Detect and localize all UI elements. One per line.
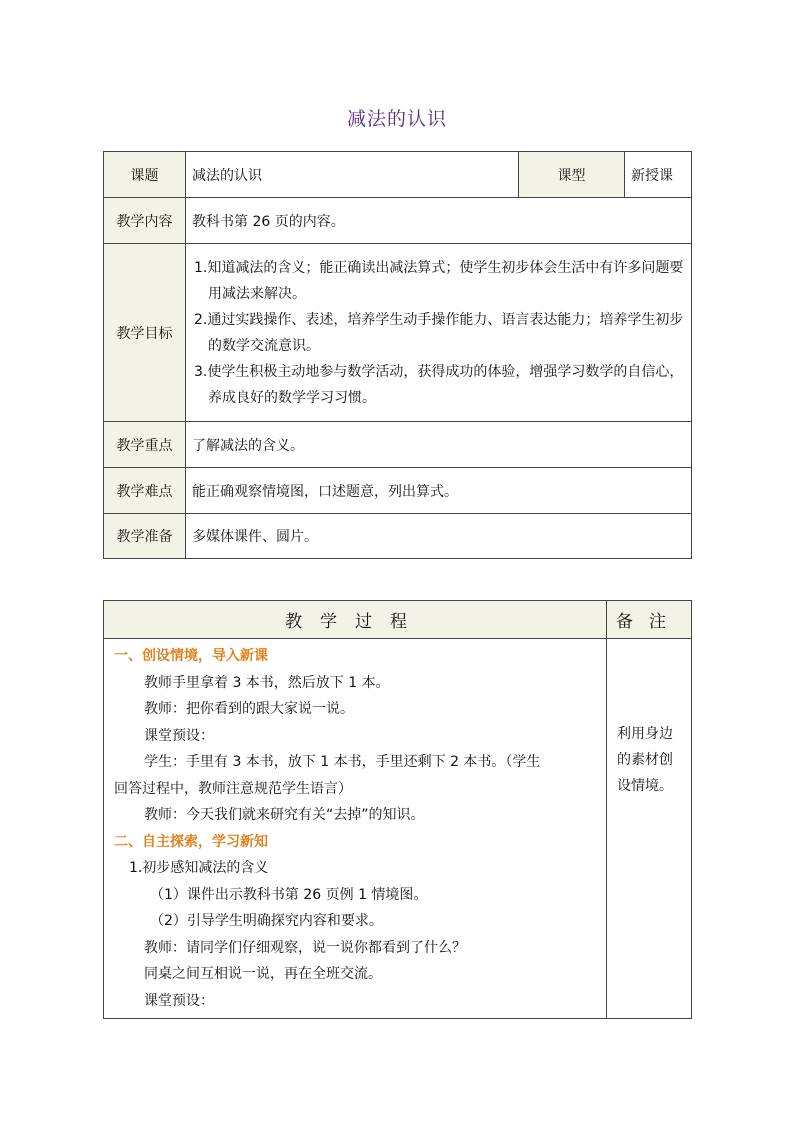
goals-label: 教学目标 (104, 244, 186, 422)
teaching-process-table (103, 600, 692, 1019)
goals-cell (186, 244, 692, 422)
process-line: 学生：手里有 3 本书，放下 1 本书，手里还剩下 2 本书。（学生 (144, 754, 541, 770)
section-heading: 一、创设情境，导入新课 (114, 648, 268, 664)
section-heading: 二、自主探索，学习新知 (114, 833, 268, 850)
goal-item: 1.知道减法的含义；能正确读出减法算式；使学生初步体会生活中有许多问题要用减法来解决。 (194, 259, 684, 302)
topic-label: 课题 (104, 152, 186, 198)
notes-content (607, 639, 692, 1019)
process-header: 教学过程 (104, 601, 607, 639)
process-line: 教师：今天我们就来研究有关“去掉”的知识。 (144, 807, 425, 823)
key-point-label: 教学重点 (104, 422, 186, 468)
difficulty-label: 教学难点 (104, 468, 186, 514)
process-line: 教师手里拿着 3 本书，然后放下 1 本。 (144, 674, 390, 691)
page-title: 减法的认识 (346, 108, 447, 130)
process-content (104, 639, 607, 1019)
content-value: 教科书第 26 页的内容。 (186, 198, 692, 244)
process-line: 教师：把你看到的跟大家说一说。 (144, 701, 354, 717)
process-subheading: 1.初步感知减法的含义 (129, 860, 269, 876)
goal-item: 2.通过实践操作、表述，培养学生动手操作能力、语言表达能力；培养学生初步的数学交流意识。 (194, 311, 684, 354)
note-line: 的素材创 (617, 752, 673, 768)
topic-value: 减法的认识 (186, 152, 519, 198)
preparation-value: 多媒体课件、圆片。 (186, 514, 692, 559)
process-line: 同桌之间互相说一说，再在全班交流。 (144, 966, 382, 982)
lesson-info-table (103, 151, 692, 559)
preparation-label: 教学准备 (104, 514, 186, 559)
process-line: 课堂预设： (144, 992, 214, 1009)
process-line: （2）引导学生明确探究内容和要求。 (150, 913, 383, 929)
type-value: 新授课 (625, 152, 692, 198)
note-line: 利用身边 (617, 726, 673, 742)
process-line: 回答过程中，教师注意规范学生语言） (114, 780, 352, 797)
difficulty-value: 能正确观察情境图，口述题意，列出算式。 (186, 468, 692, 514)
notes-header: 备注 (607, 601, 692, 639)
key-point-value: 了解减法的含义。 (186, 422, 692, 468)
process-line: 课堂预设： (144, 727, 214, 744)
goals-list (186, 255, 691, 411)
process-line: （1）课件出示教科书第 26 页例 1 情境图。 (150, 886, 428, 903)
goal-item: 3.使学生积极主动地参与数学活动，获得成功的体验，增强学习数学的自信心，养成良好的数学学习习惯。 (194, 363, 684, 406)
content-label: 教学内容 (104, 198, 186, 244)
note-line: 设情境。 (617, 778, 673, 794)
process-line: 教师：请同学们仔细观察，说一说你都看到了什么？ (144, 939, 466, 956)
type-label: 课型 (519, 152, 625, 198)
